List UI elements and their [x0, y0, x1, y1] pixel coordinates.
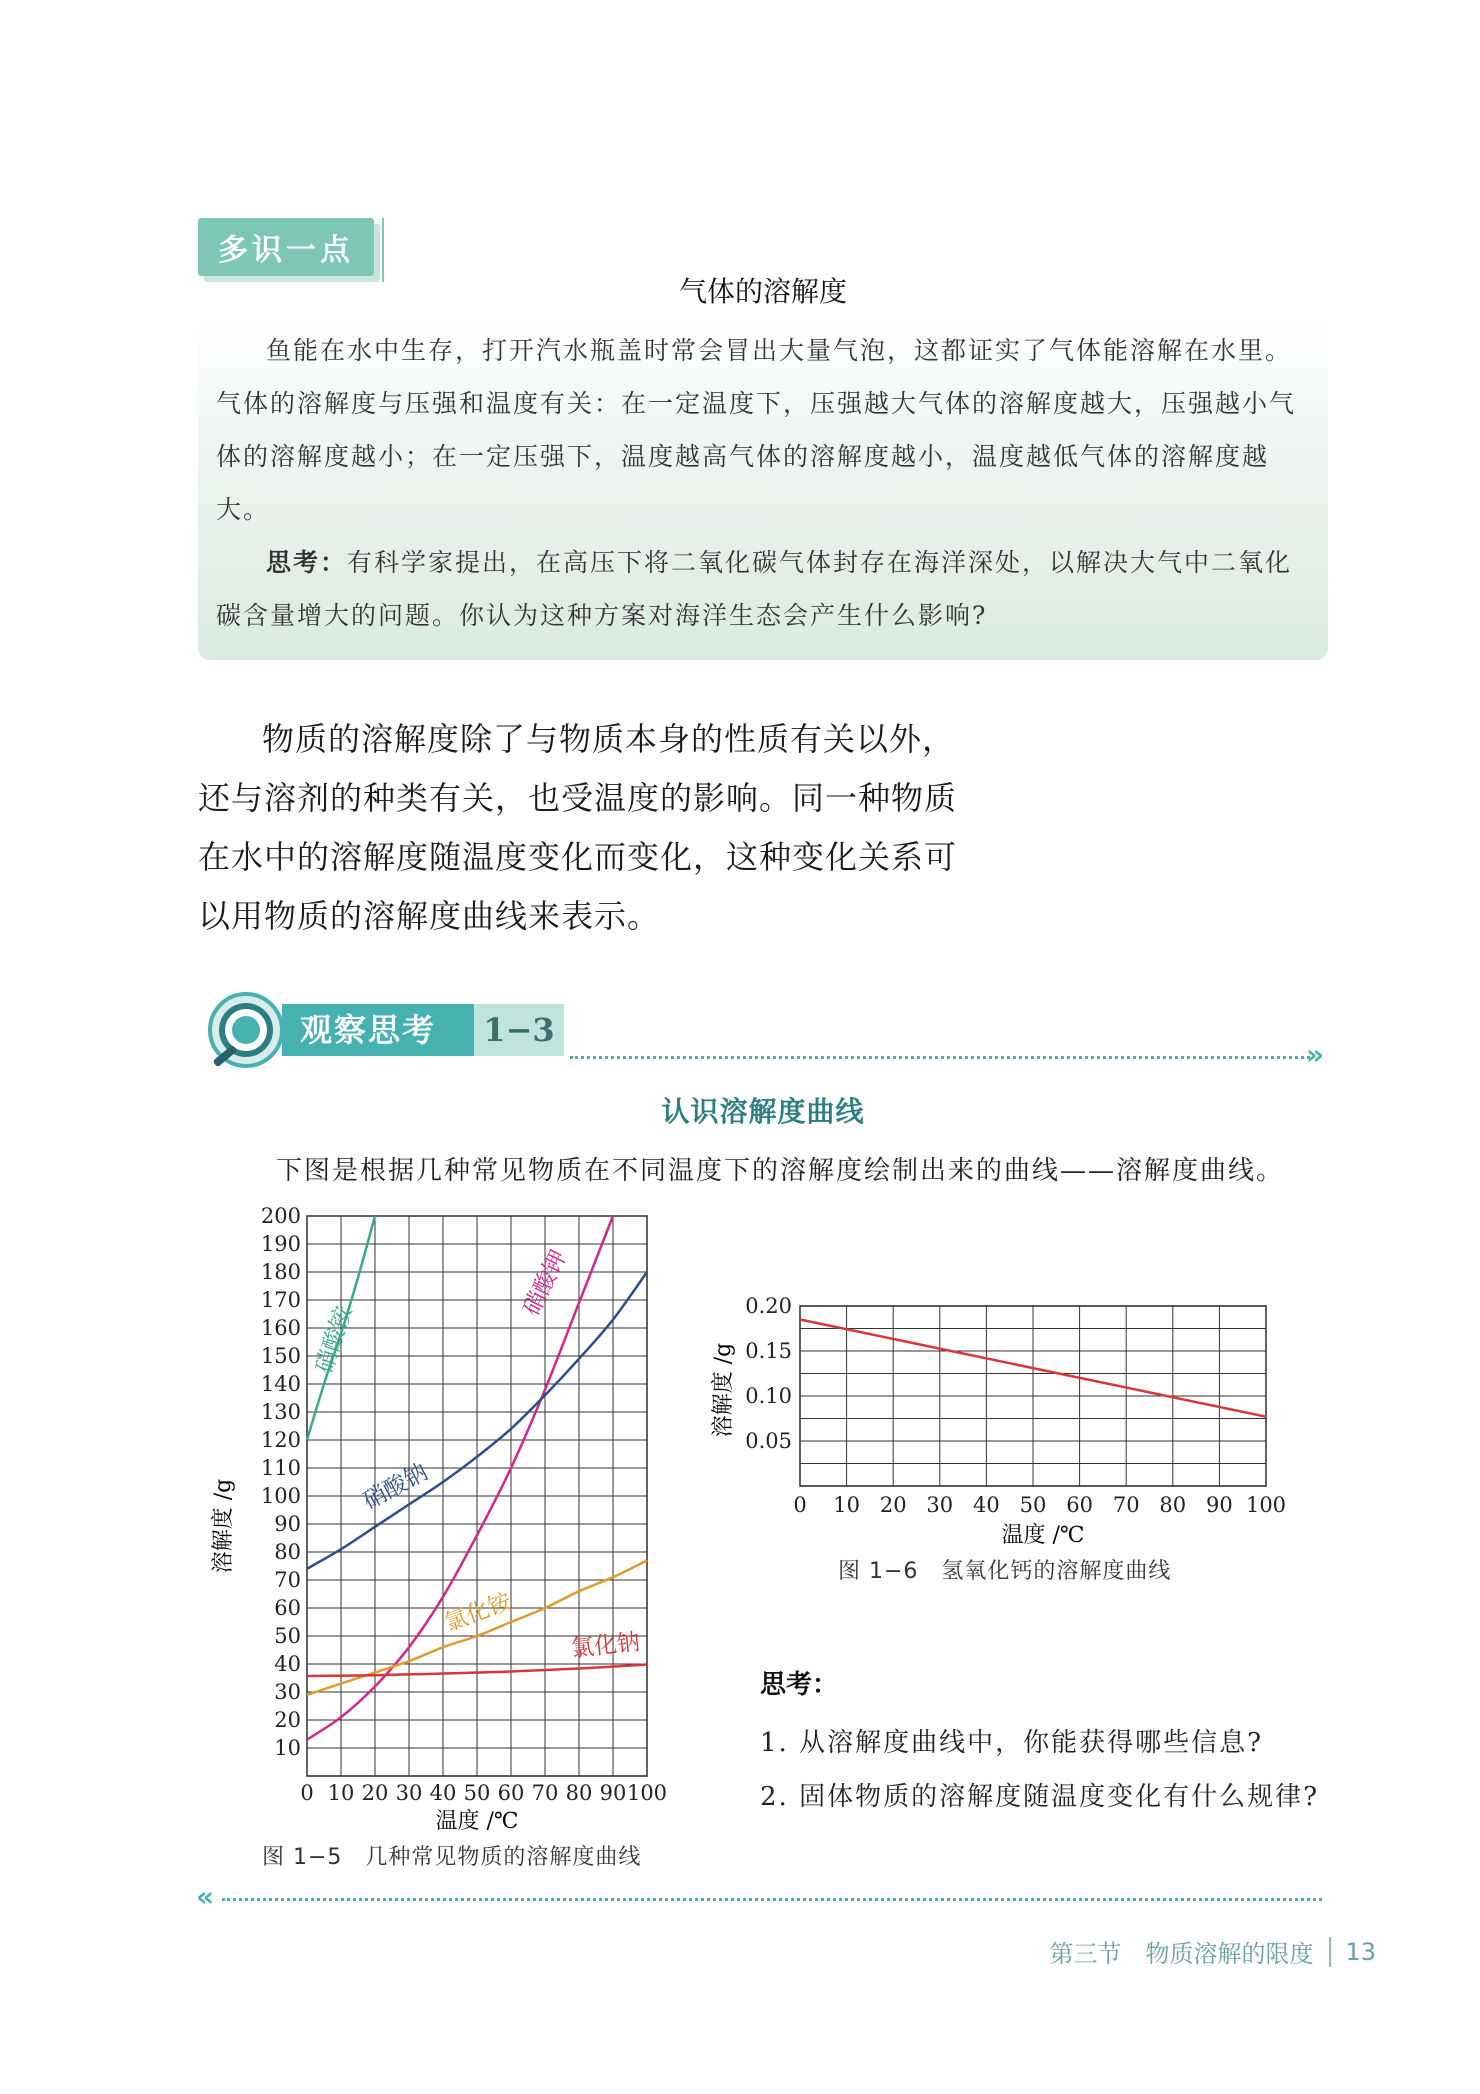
chart1-y-tick-label: 30 — [274, 1680, 301, 1704]
chart2-caption: 图 1−6 氢氧化钙的溶解度曲线 — [838, 1559, 1172, 1584]
chart1-series-label: 硝酸钠 — [358, 1459, 433, 1515]
chart2-x-tick-label: 40 — [973, 1493, 1000, 1517]
chart2-x-tick-label: 80 — [1159, 1493, 1187, 1517]
think-title: 思考： — [760, 1670, 839, 1700]
knowledge-paragraph: 鱼能在水中生存，打开汽水瓶盖时常会冒出大量气泡，这都证实了气体能溶解在水里。气体的溶解度与压强和温度有关：在一定温度下，压强越大气体的溶解度越大，压强越小气体的溶解度越小；在一定压强下，温度越高气体的溶解度越小，温度越低气体的溶解度越大。 — [216, 336, 1297, 524]
observe-number: 1−3 — [483, 1011, 555, 1049]
chart1-series-label: 氯化钠 — [569, 1629, 642, 1663]
chart1-x-tick-label: 10 — [327, 1781, 355, 1805]
chart1-y-tick-label: 80 — [274, 1540, 301, 1564]
chart1-y-tick-label: 140 — [260, 1372, 301, 1396]
knowledge-think — [216, 536, 1316, 642]
footer-section: 第三节 物质溶解的限度 — [1049, 1940, 1314, 1968]
chart2-ticks — [745, 1294, 1286, 1517]
think-question-2: 2. 固体物质的溶解度随温度变化有什么规律? — [760, 1782, 1320, 1812]
chart2-x-tick-label: 50 — [1019, 1493, 1047, 1517]
chart2-x-tick-label: 100 — [1245, 1493, 1287, 1517]
magnifier-icon — [198, 990, 286, 1078]
chart1-y-tick-label: 50 — [274, 1624, 301, 1648]
chart1-y-tick-label: 160 — [260, 1316, 301, 1340]
chart1-y-tick-label: 60 — [274, 1596, 301, 1620]
chart2-x-tick-label: 0 — [793, 1493, 807, 1517]
chart1-series-label: 硝酸钾 — [518, 1246, 573, 1320]
chart1-y-tick-label: 100 — [260, 1484, 301, 1508]
chart1-y-tick-label: 170 — [260, 1288, 301, 1312]
chart1-series-labels — [311, 1246, 641, 1662]
chart1-y-tick-label: 200 — [260, 1204, 301, 1228]
chart1-x-tick-label: 40 — [429, 1781, 457, 1805]
chart2-x-tick-label: 10 — [833, 1493, 860, 1517]
chart2-y-tick-label: 0.15 — [745, 1339, 792, 1363]
chart1-x-tick-label: 50 — [463, 1781, 491, 1805]
chart2-x-tick-label: 60 — [1066, 1493, 1093, 1517]
chart1-x-tick-label: 0 — [300, 1781, 314, 1805]
chart1-y-tick-label: 110 — [260, 1456, 301, 1480]
chart1-y-tick-label: 120 — [260, 1428, 301, 1452]
chart2-xlabel: 温度 /℃ — [1001, 1523, 1085, 1548]
chart1-grid — [307, 1216, 647, 1776]
observe-title: 观察思考 — [300, 1011, 437, 1049]
chart2-x-tick-label: 70 — [1112, 1493, 1140, 1517]
chart1-y-tick-label: 150 — [260, 1344, 301, 1368]
chart1-series-label: 氯化铵 — [441, 1588, 515, 1637]
solubility-chart-calcium-hydroxide — [700, 1290, 1300, 1550]
chart1-y-tick-label: 70 — [274, 1568, 301, 1592]
chart1-y-tick-label: 20 — [274, 1708, 301, 1732]
chart1-caption: 图 1−5 几种常见物质的溶解度曲线 — [262, 1845, 642, 1870]
chart1-y-tick-label: 10 — [274, 1736, 301, 1760]
chart2-x-tick-label: 30 — [926, 1493, 954, 1517]
chart1-y-tick-label: 130 — [260, 1400, 301, 1424]
chevron-left-icon: « — [196, 1880, 215, 1913]
knowledge-tag: 多识一点 — [198, 218, 374, 276]
chart1-ylabel: 溶解度 /g — [211, 1478, 236, 1574]
chart1-y-tick-label: 90 — [274, 1512, 301, 1536]
solubility-chart-multi — [200, 1196, 670, 1836]
main-paragraph-text: 物质的溶解度除了与物质本身的性质有关以外，还与溶剂的种类有关，也受温度的影响。同一种物质在水中的溶解度随温度变化而变化，这种变化关系可以用物质的溶解度曲线来表示。 — [198, 720, 958, 935]
chart2-x-tick-label: 20 — [879, 1493, 907, 1517]
chart1-y-tick-label: 40 — [274, 1652, 301, 1676]
chart2-y-tick-label: 0.10 — [745, 1384, 792, 1408]
chart1-series-label: 硝酸铵 — [311, 1303, 358, 1377]
page-number: 13 — [1345, 1937, 1376, 1966]
chart1-x-tick-label: 80 — [565, 1781, 593, 1805]
chart1-x-tick-label: 30 — [395, 1781, 423, 1805]
knowledge-title: 气体的溶解度 — [678, 275, 847, 308]
chart1-x-tick-label: 70 — [531, 1781, 559, 1805]
dotted-divider-bottom — [222, 1898, 1322, 1901]
chart2-ylabel: 溶解度 /g — [711, 1342, 736, 1438]
chart1-y-tick-label: 190 — [260, 1232, 301, 1256]
chart1-xlabel: 温度 /℃ — [435, 1809, 519, 1834]
chart1-x-tick-label: 20 — [361, 1781, 389, 1805]
observe-intro: 下图是根据几种常见物质在不同温度下的溶解度绘制出来的曲线——溶解度曲线。 — [276, 1156, 1285, 1186]
chart1-x-tick-label: 60 — [497, 1781, 525, 1805]
observe-subtitle: 认识溶解度曲线 — [661, 1095, 865, 1128]
page-footer — [1049, 1934, 1376, 1969]
think-text: 有科学家提出，在高压下将二氧化碳气体封存在海洋深处，以解决大气中二氧化碳含量增大的问题。你认为这种方案对海洋生态会产生什么影响? — [216, 548, 1293, 630]
dotted-divider-top — [570, 1056, 1310, 1059]
chart2-x-tick-label: 90 — [1206, 1493, 1233, 1517]
chart2-y-tick-label: 0.05 — [745, 1429, 792, 1453]
chart1-x-tick-label: 100 — [626, 1781, 668, 1805]
think-label: 思考： — [266, 548, 348, 577]
footer-separator — [1329, 1937, 1331, 1967]
chart1-x-tick-label: 90 — [599, 1781, 627, 1805]
knowledge-text — [216, 324, 1316, 642]
chevron-right-icon: » — [1306, 1038, 1325, 1071]
chart1-y-tick-label: 180 — [260, 1260, 301, 1284]
chart2-y-tick-label: 0.20 — [745, 1294, 792, 1318]
chart1-ticks — [261, 1204, 667, 1805]
think-question-1: 1. 从溶解度曲线中，你能获得哪些信息? — [760, 1728, 1264, 1758]
main-paragraph — [198, 710, 968, 946]
